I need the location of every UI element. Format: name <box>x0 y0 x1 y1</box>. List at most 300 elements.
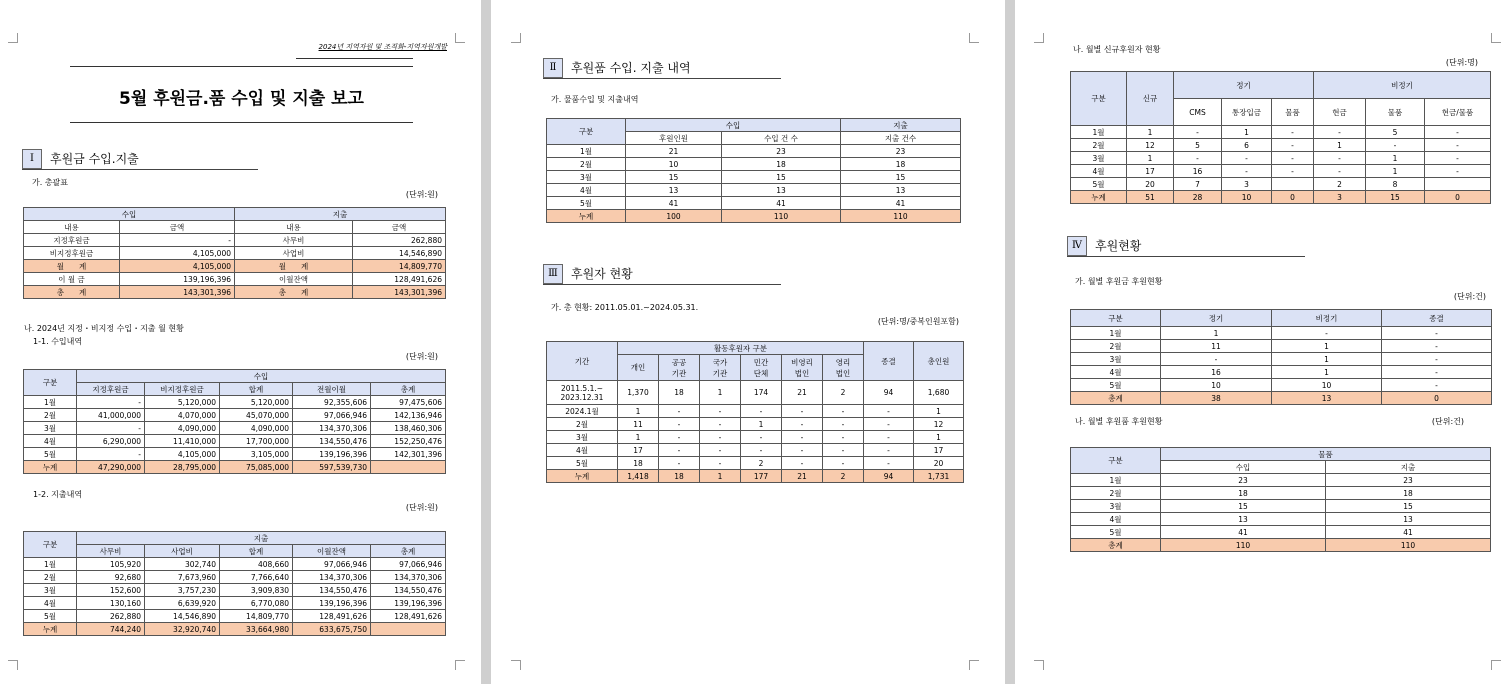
goods-inout-table: 구분 수입 지출 후원인원 수입 건 수 지출 건수 1월 21 23 23 2월 10 18 18 3월 15 15 15 4월 13 13 13 5월 41 41 41 누계 100 110 110 <box>546 118 961 223</box>
table-cell: 4월 <box>1071 165 1127 178</box>
table-cell: 2월 <box>547 158 626 171</box>
table-cell: - <box>700 444 741 457</box>
table-cell: 41,000,000 <box>77 409 145 422</box>
expense-sub-label: 1-2. 지출내역 <box>33 490 83 499</box>
table-cell: - <box>1382 366 1492 379</box>
total-row <box>547 470 964 483</box>
table-cell: 41 <box>1326 526 1491 539</box>
table-cell: 8 <box>1366 178 1425 191</box>
table-cell: 18 <box>1161 487 1326 500</box>
table-cell: 134,550,476 <box>293 584 371 597</box>
table-cell: 75,085,000 <box>220 461 293 474</box>
table-cell: 6,770,080 <box>220 597 293 610</box>
unit-label: (단위:명/중복인원포함) <box>877 317 959 326</box>
table-cell: 14,809,770 <box>220 610 293 623</box>
table-cell: 4,070,000 <box>145 409 220 422</box>
table-cell: - <box>823 418 864 431</box>
table-row <box>24 584 446 597</box>
table-cell: 5 <box>1174 139 1222 152</box>
table-cell: - <box>1272 165 1314 178</box>
table-cell: 18 <box>722 158 841 171</box>
table-cell: 138,460,306 <box>371 422 446 435</box>
table-cell: 13 <box>722 184 841 197</box>
table-cell: 1 <box>914 405 964 418</box>
table-cell: 3월 <box>547 431 618 444</box>
table-cell: - <box>1272 139 1314 152</box>
table-cell: - <box>782 418 823 431</box>
table-cell: - <box>77 396 145 409</box>
table-cell: 97,066,946 <box>293 409 371 422</box>
table-cell: 23 <box>841 145 961 158</box>
table-cell: 18 <box>1326 487 1491 500</box>
table-cell: 41 <box>626 197 722 210</box>
table-cell: - <box>741 444 782 457</box>
table-cell: 139,196,396 <box>371 597 446 610</box>
table-cell: 4월 <box>24 597 77 610</box>
table-row: 이 월 금 139,196,396 이월잔액 128,491,626 <box>24 273 446 286</box>
table-cell: 2 <box>823 381 864 405</box>
table-cell: 3월 <box>547 171 626 184</box>
goods-status-label: 나. 월별 후원품 후원현황 <box>1075 417 1163 426</box>
table-cell: 32,920,740 <box>145 623 220 636</box>
table-cell: 23 <box>1326 474 1491 487</box>
table-cell: - <box>1425 139 1491 152</box>
total-row <box>24 461 446 474</box>
table-cell: 1,731 <box>914 470 964 483</box>
table-cell: 5월 <box>547 457 618 470</box>
table-cell: 6,290,000 <box>77 435 145 448</box>
table-cell: - <box>741 431 782 444</box>
table-cell: 41 <box>1161 526 1326 539</box>
table-cell: 1월 <box>547 145 626 158</box>
monthly-money-table: 구분 정기 비정기 종결 1월 1 - - 2월 11 1 - 3월 - 1 - 4월 16 1 - 5월 10 10 - 총계 38 13 0 <box>1070 309 1492 405</box>
table-cell: 2 <box>741 457 782 470</box>
income-sub-label: 1-1. 수입내역 <box>33 337 83 346</box>
table-cell: - <box>864 405 914 418</box>
table-cell: 139,196,396 <box>293 448 371 461</box>
table-cell <box>371 623 446 636</box>
table-cell: 16 <box>1161 366 1272 379</box>
table-row <box>1071 366 1492 379</box>
table-cell: - <box>1382 379 1492 392</box>
new-donor-label: 나. 월별 신규후원자 현황 <box>1073 45 1161 54</box>
table-cell: 2월 <box>1071 487 1161 500</box>
table-cell: 128,491,626 <box>371 610 446 623</box>
summary-table: 수입 지출 내용 금액 내용 금액 지정후원금 - 사무비 262,880 비지정후원금 4,105,000 사업비 14,546,890 월 계 4,105,000 월 계 14,809,770 이 월 금 139,196,396 이월잔액 128,491,626 총 계 143,301,396 총 계 143,301,396 <box>23 207 446 299</box>
table-cell: 4,090,000 <box>145 422 220 435</box>
table-cell: - <box>1314 165 1366 178</box>
unit-label: (단위:원) <box>405 352 438 361</box>
table-cell: 51 <box>1127 191 1174 204</box>
table-cell: 15 <box>722 171 841 184</box>
table-cell: - <box>823 457 864 470</box>
table-cell: - <box>864 444 914 457</box>
table-row <box>24 396 446 409</box>
table-cell: 33,664,980 <box>220 623 293 636</box>
unit-label: (단위:건) <box>1431 417 1464 426</box>
table-cell: - <box>782 431 823 444</box>
total-row <box>24 623 446 636</box>
table-cell: 174 <box>741 381 782 405</box>
table-cell <box>1272 178 1314 191</box>
section-1-header: I 후원금 수입.지출 <box>22 148 258 170</box>
table-row <box>547 145 961 158</box>
table-cell: 3,757,230 <box>145 584 220 597</box>
table-cell: 110 <box>1326 539 1491 552</box>
table-cell: - <box>1366 139 1425 152</box>
money-status-label: 가. 월별 후원금 후원현황 <box>1075 277 1163 286</box>
table-cell: 17,700,000 <box>220 435 293 448</box>
table-cell: - <box>864 457 914 470</box>
table-cell: 94 <box>864 470 914 483</box>
table-cell: 597,539,730 <box>293 461 371 474</box>
table-cell: 1 <box>1222 126 1272 139</box>
table-cell: 1,680 <box>914 381 964 405</box>
donor-status-table: 기간 활동후원자 구분 종결 총인원 개인 공공 기관 국가 기관 민간 단체 비영리 법인 영리 법인 2011.5.1.~ 2023.12.31 1,370 18 1 174 21 2 94 1,680 2024.1월 1 - - - - - - 1 2월 11 - - 1 - - - 12 3월 1 - - - - - - 1 4월 17 - - - - - - 17 5월 18 - - 2 - - - 20 누계 1,418 18 1 177 21 2 94 1,731 <box>546 341 964 483</box>
table-cell: 1월 <box>24 396 77 409</box>
table-row <box>24 422 446 435</box>
table-cell: 28,795,000 <box>145 461 220 474</box>
page-1 <box>0 0 481 684</box>
total-row <box>1071 392 1492 405</box>
report-title: 5월 후원금.품 수입 및 지출 보고 <box>119 89 364 109</box>
total-row <box>547 210 961 223</box>
table-cell <box>371 461 446 474</box>
table-cell: 1월 <box>1071 474 1161 487</box>
table-cell: 5,120,000 <box>145 396 220 409</box>
table-row <box>1071 379 1492 392</box>
table-cell: 5 <box>1366 126 1425 139</box>
table-row <box>1071 165 1491 178</box>
table-cell: 6,639,920 <box>145 597 220 610</box>
table-cell: 1 <box>700 381 741 405</box>
table-cell: - <box>659 418 700 431</box>
table-cell: 누계 <box>1071 191 1127 204</box>
table-cell: 2월 <box>24 571 77 584</box>
table-cell: 13 <box>626 184 722 197</box>
table-cell: 6 <box>1222 139 1272 152</box>
table-cell: 누계 <box>24 623 77 636</box>
table-cell: - <box>1272 126 1314 139</box>
table-cell: 94 <box>864 381 914 405</box>
table-row <box>24 571 446 584</box>
table-cell: 134,370,306 <box>293 422 371 435</box>
table-cell: 134,370,306 <box>293 571 371 584</box>
unit-label: (단위:원) <box>405 190 438 199</box>
table-cell: 45,070,000 <box>220 409 293 422</box>
table-cell: 1 <box>741 418 782 431</box>
table-cell: 302,740 <box>145 558 220 571</box>
summary-label: 가. 총괄표 <box>32 178 68 187</box>
table-cell: 누계 <box>547 470 618 483</box>
table-cell: 41 <box>841 197 961 210</box>
table-cell: - <box>741 405 782 418</box>
table-row <box>1071 513 1491 526</box>
table-cell: 1 <box>1366 165 1425 178</box>
table-cell: - <box>1314 126 1366 139</box>
table-cell <box>1425 178 1491 191</box>
table-cell: 128,491,626 <box>293 610 371 623</box>
table-cell: 134,550,476 <box>371 584 446 597</box>
table-row: 지정후원금 - 사무비 262,880 <box>24 234 446 247</box>
table-cell: 12 <box>1127 139 1174 152</box>
table-cell: 4월 <box>1071 513 1161 526</box>
table-cell: 18 <box>659 470 700 483</box>
table-cell: 17 <box>1127 165 1174 178</box>
table-cell: 1 <box>1272 340 1382 353</box>
table-cell: 18 <box>841 158 961 171</box>
table-cell: - <box>659 444 700 457</box>
table-cell: 11,410,000 <box>145 435 220 448</box>
table-cell: 1,370 <box>618 381 659 405</box>
table-cell: 10 <box>1161 379 1272 392</box>
table-cell: 3월 <box>1071 152 1127 165</box>
table-cell: - <box>1272 327 1382 340</box>
table-cell: - <box>1382 353 1492 366</box>
table-cell: - <box>700 405 741 418</box>
table-cell: 15 <box>1326 500 1491 513</box>
table-cell: - <box>823 444 864 457</box>
table-cell: - <box>659 431 700 444</box>
donor-period-label: 가. 총 현황: 2011.05.01.~2024.05.31. <box>551 303 699 312</box>
table-cell: 1 <box>1272 353 1382 366</box>
table-cell: 1 <box>700 470 741 483</box>
table-cell: - <box>864 431 914 444</box>
table-cell: - <box>700 418 741 431</box>
table-cell: 4월 <box>24 435 77 448</box>
table-cell: 13 <box>1326 513 1491 526</box>
table-cell: 17 <box>618 444 659 457</box>
table-cell: 13 <box>1272 392 1382 405</box>
table-cell: 누계 <box>24 461 77 474</box>
table-cell: - <box>1314 152 1366 165</box>
table-cell: 17 <box>914 444 964 457</box>
table-cell: - <box>700 431 741 444</box>
section-3-header: Ⅲ 후원자 현황 <box>543 263 781 285</box>
table-cell: 5월 <box>1071 178 1127 191</box>
table-cell: 5월 <box>24 610 77 623</box>
table-cell: 2 <box>823 470 864 483</box>
page-3 <box>1015 0 1509 684</box>
table-cell: 1 <box>1314 139 1366 152</box>
section-4-header: Ⅳ 후원현황 <box>1067 235 1305 257</box>
table-row <box>547 431 964 444</box>
table-cell: 28 <box>1174 191 1222 204</box>
table-cell: - <box>1425 126 1491 139</box>
table-cell: 0 <box>1272 191 1314 204</box>
table-cell: - <box>1174 152 1222 165</box>
table-row <box>547 405 964 418</box>
table-cell: 41 <box>722 197 841 210</box>
table-cell: 1 <box>1127 126 1174 139</box>
table-cell: 110 <box>841 210 961 223</box>
table-cell: 23 <box>1161 474 1326 487</box>
table-row <box>1071 178 1491 191</box>
table-row <box>24 610 446 623</box>
running-header: 2024년 지역자원 및 조직화-지역자원개발 <box>318 43 447 51</box>
page-2 <box>491 0 1005 684</box>
table-cell: 10 <box>626 158 722 171</box>
table-row <box>1071 126 1491 139</box>
table-cell: 16 <box>1174 165 1222 178</box>
table-row: 월 계 4,105,000 월 계 14,809,770 <box>24 260 446 273</box>
table-cell: - <box>1174 126 1222 139</box>
expense-table: 구분 지출 사무비 사업비 합계 이월잔액 총계 1월 105,920 302,740 408,660 97,066,946 97,066,946 2월 92,680 7,673,960 7,766,640 134,370,306 134,370,306 3월 152,600 3,757,230 3,909,830 134,550,476 134,550,476 4월 130,160 6,639,920 6,770,080 139,196,396 139,196,396 5월 262,880 14,546,890 14,809,770 128,491,626 128,491,626 누계 744,240 32,920,740 33,664,980 633,675,750 <box>23 531 446 636</box>
table-cell: 2월 <box>547 418 618 431</box>
table-cell: 4월 <box>547 184 626 197</box>
table-cell: - <box>1425 152 1491 165</box>
table-cell: 3,105,000 <box>220 448 293 461</box>
table-cell: 2월 <box>1071 139 1127 152</box>
goods-label: 가. 물품수입 및 지출내역 <box>551 95 639 104</box>
table-cell: 4,090,000 <box>220 422 293 435</box>
table-row <box>24 409 446 422</box>
table-cell: 11 <box>1161 340 1272 353</box>
table-cell: 총계 <box>1071 539 1161 552</box>
table-cell: 18 <box>618 457 659 470</box>
table-cell: 20 <box>1127 178 1174 191</box>
table-cell: 1 <box>618 431 659 444</box>
table-cell: 2011.5.1.~ 2023.12.31 <box>547 381 618 405</box>
table-row <box>547 444 964 457</box>
table-row <box>1071 474 1491 487</box>
table-cell: 1 <box>1272 366 1382 379</box>
table-cell: 110 <box>1161 539 1326 552</box>
table-cell: 20 <box>914 457 964 470</box>
table-cell: 0 <box>1425 191 1491 204</box>
monthly-goods-table: 구분 물품 수입 지출 1월 23 23 2월 18 18 3월 15 15 4월 13 13 5월 41 41 총계 110 110 <box>1070 447 1491 552</box>
table-cell: 633,675,750 <box>293 623 371 636</box>
table-cell: 3월 <box>1071 500 1161 513</box>
table-cell: 110 <box>722 210 841 223</box>
table-cell: 누계 <box>547 210 626 223</box>
table-cell: - <box>1425 165 1491 178</box>
table-cell: 21 <box>626 145 722 158</box>
table-cell: 7,673,960 <box>145 571 220 584</box>
table-cell: 105,920 <box>77 558 145 571</box>
table-cell: 3 <box>1314 191 1366 204</box>
table-cell: 97,066,946 <box>371 558 446 571</box>
table-row <box>547 457 964 470</box>
table-row <box>547 418 964 431</box>
table-cell: 97,475,606 <box>371 396 446 409</box>
table-cell: 15 <box>1161 500 1326 513</box>
table-cell: 152,250,476 <box>371 435 446 448</box>
table-cell: 3월 <box>24 584 77 597</box>
monthly-status-label: 나. 2024년 지정・비지정 수입・지출 월 현황 <box>24 324 184 333</box>
table-cell: 1월 <box>24 558 77 571</box>
table-cell: 14,546,890 <box>145 610 220 623</box>
table-row <box>1071 152 1491 165</box>
total-row <box>1071 539 1491 552</box>
table-row <box>1071 526 1491 539</box>
table-row <box>1071 487 1491 500</box>
table-cell: 3월 <box>1071 353 1161 366</box>
section-2-header: Ⅱ 후원품 수입. 지출 내역 <box>543 57 781 79</box>
table-cell: 38 <box>1161 392 1272 405</box>
table-cell: - <box>1222 165 1272 178</box>
table-row <box>1071 500 1491 513</box>
table-cell: - <box>864 418 914 431</box>
table-cell: 134,550,476 <box>293 435 371 448</box>
table-cell: 152,600 <box>77 584 145 597</box>
table-cell: 15 <box>626 171 722 184</box>
table-cell: 13 <box>841 184 961 197</box>
table-row <box>24 597 446 610</box>
table-cell: - <box>1382 340 1492 353</box>
new-donor-table: 구분 신규 정기 비정기 CMS 통장입금 물품 현금 물품 현금/물품 1월 1 - 1 - - 5 - 2월 12 5 6 - 1 - - 3월 1 - - - - 1 - 4월 17 16 - - - 1 - 5월 20 7 3 2 8 누계 51 28 10 0 3 15 0 <box>1070 71 1491 204</box>
table-cell: 139,196,396 <box>293 597 371 610</box>
table-cell: 23 <box>722 145 841 158</box>
table-cell: 92,680 <box>77 571 145 584</box>
table-cell: 1,418 <box>618 470 659 483</box>
table-row <box>24 435 446 448</box>
table-cell: 177 <box>741 470 782 483</box>
table-cell: 13 <box>1161 513 1326 526</box>
table-cell: 2 <box>1314 178 1366 191</box>
table-cell: 92,355,606 <box>293 396 371 409</box>
table-cell: 4,105,000 <box>145 448 220 461</box>
table-cell: 0 <box>1382 392 1492 405</box>
income-table: 구분 수입 지정후원금 비지정후원금 합계 전월이월 총계 1월 - 5,120,000 5,120,000 92,355,606 97,475,606 2월 41,000,000 4,070,000 45,070,000 97,066,946 142,136,946 3월 - 4,090,000 4,090,000 134,370,306 138,460,306 4월 6,290,000 11,410,000 17,700,000 134,550,476 152,250,476 5월 - 4,105,000 3,105,000 139,196,396 142,301,396 누계 47,290,000 28,795,000 75,085,000 597,539,730 <box>23 369 446 474</box>
table-cell: 5월 <box>24 448 77 461</box>
table-cell: 15 <box>841 171 961 184</box>
table-cell: 총계 <box>1071 392 1161 405</box>
table-cell: 5월 <box>547 197 626 210</box>
total-row <box>1071 191 1491 204</box>
table-cell: - <box>1222 152 1272 165</box>
table-row <box>1071 327 1492 340</box>
table-cell: 3,909,830 <box>220 584 293 597</box>
table-cell: 4월 <box>547 444 618 457</box>
table-cell: - <box>782 405 823 418</box>
table-cell: - <box>823 431 864 444</box>
table-cell: - <box>782 457 823 470</box>
table-cell: 1 <box>1366 152 1425 165</box>
table-cell: 3월 <box>24 422 77 435</box>
table-row <box>1071 340 1492 353</box>
table-cell: 15 <box>1366 191 1425 204</box>
table-cell: 21 <box>782 381 823 405</box>
table-cell: 5월 <box>1071 526 1161 539</box>
table-cell: 142,136,946 <box>371 409 446 422</box>
table-cell: - <box>77 422 145 435</box>
table-cell: 5,120,000 <box>220 396 293 409</box>
table-row <box>547 197 961 210</box>
table-row <box>547 171 961 184</box>
table-row <box>1071 353 1492 366</box>
table-cell: 11 <box>618 418 659 431</box>
table-cell: 1 <box>1127 152 1174 165</box>
table-cell: 12 <box>914 418 964 431</box>
table-cell: 408,660 <box>220 558 293 571</box>
table-row <box>1071 139 1491 152</box>
unit-label: (단위:건) <box>1453 292 1486 301</box>
table-cell: 10 <box>1272 379 1382 392</box>
table-cell: 142,301,396 <box>371 448 446 461</box>
table-cell: - <box>700 457 741 470</box>
table-cell: - <box>823 405 864 418</box>
table-row <box>547 158 961 171</box>
table-cell: 1월 <box>1071 327 1161 340</box>
table-row <box>24 558 446 571</box>
table-cell: 4월 <box>1071 366 1161 379</box>
table-cell: - <box>1382 327 1492 340</box>
table-cell: 21 <box>782 470 823 483</box>
table-cell: 47,290,000 <box>77 461 145 474</box>
table-cell: 7,766,640 <box>220 571 293 584</box>
table-cell: 97,066,946 <box>293 558 371 571</box>
